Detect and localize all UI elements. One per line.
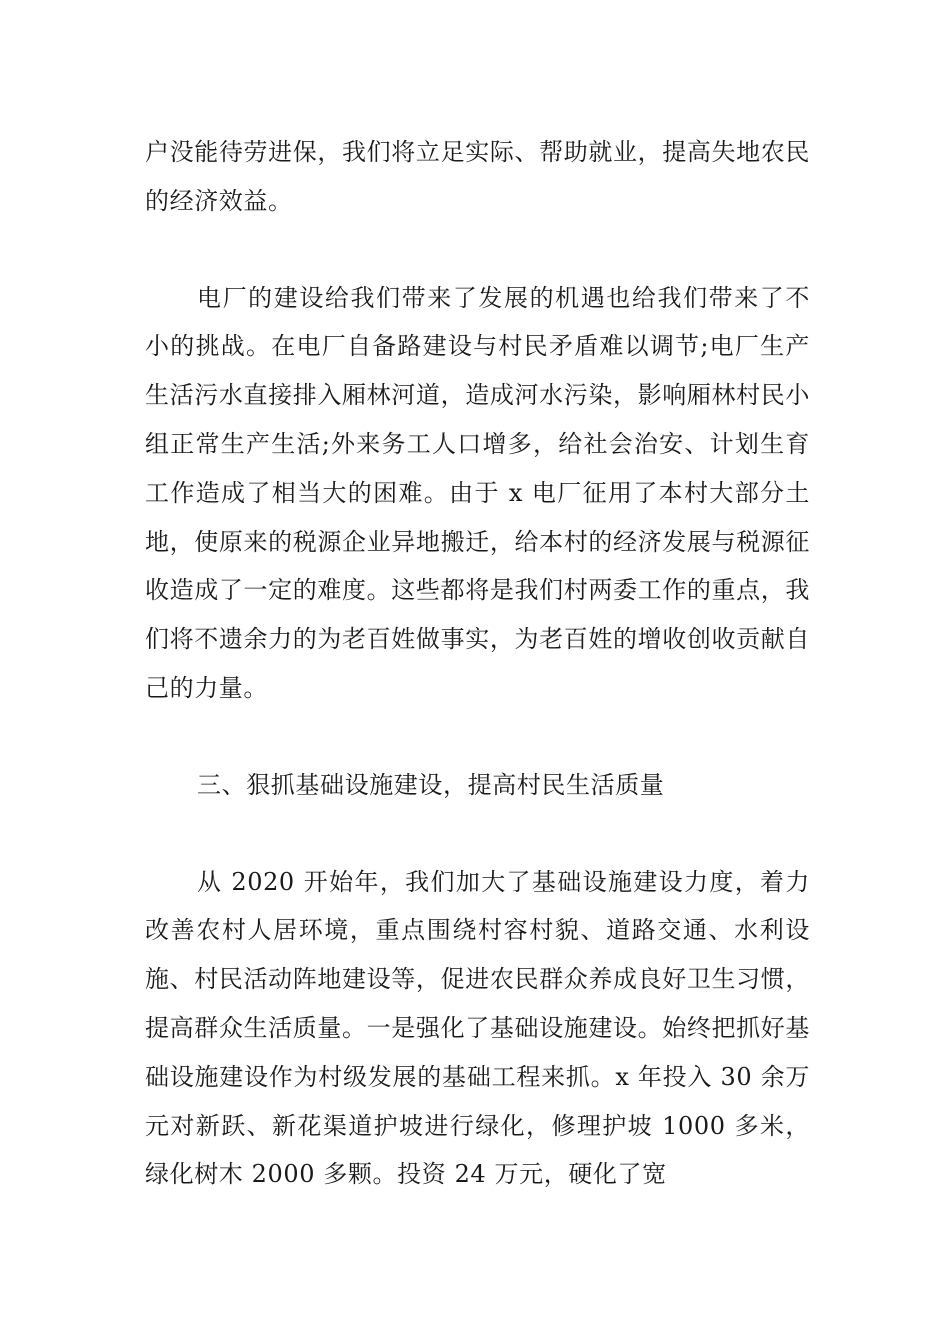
paragraph-power-plant: 电厂的建设给我们带来了发展的机遇也给我们带来了不小的挑战。在电厂自备路建设与村民矛盾难以调节;电厂生产生活污水直接排入厢林河道，造成河水污染，影响厢林村民小组正常生产生活;外来务工人口增多，给社会治安、计划生育工作造成了相当大的困难。由于 x 电厂征用了本村大部分土地，使原来的税源企业异地搬迁，给本村的经济发展与税源征收造成了一定的难度。这些都将是我们村两委工作的重点，我们将不遗余力的为老百姓做事实，为老百姓的增收创收贡献自己的力量。 — [145, 283, 810, 702]
section-heading-infrastructure: 三、狠抓基础设施建设，提高村民生活质量 — [197, 770, 665, 799]
paragraph-continuation: 户没能待劳进保，我们将立足实际、帮助就业，提高失地农民的经济效益。 — [145, 138, 810, 215]
document-body — [145, 128, 810, 1199]
paragraph-infrastructure: 从 2020 开始年，我们加大了基础设施建设力度，着力改善农村人居环境，重点围绕村容村貌、道路交通、水利设施、村民活动阵地建设等，促进农民群众养成良好卫生习惯，提高群众生活质量。一是强化了基础设施建设。始终把抓好基础设施建设作为村级发展的基础工程来抓。x 年投入 30 余万元对新跃、新花渠道护坡进行绿化，修理护坡 1000 多米，绿化树木 2000 多颗。投资 24 万元，硬化了宽 — [145, 867, 810, 1189]
